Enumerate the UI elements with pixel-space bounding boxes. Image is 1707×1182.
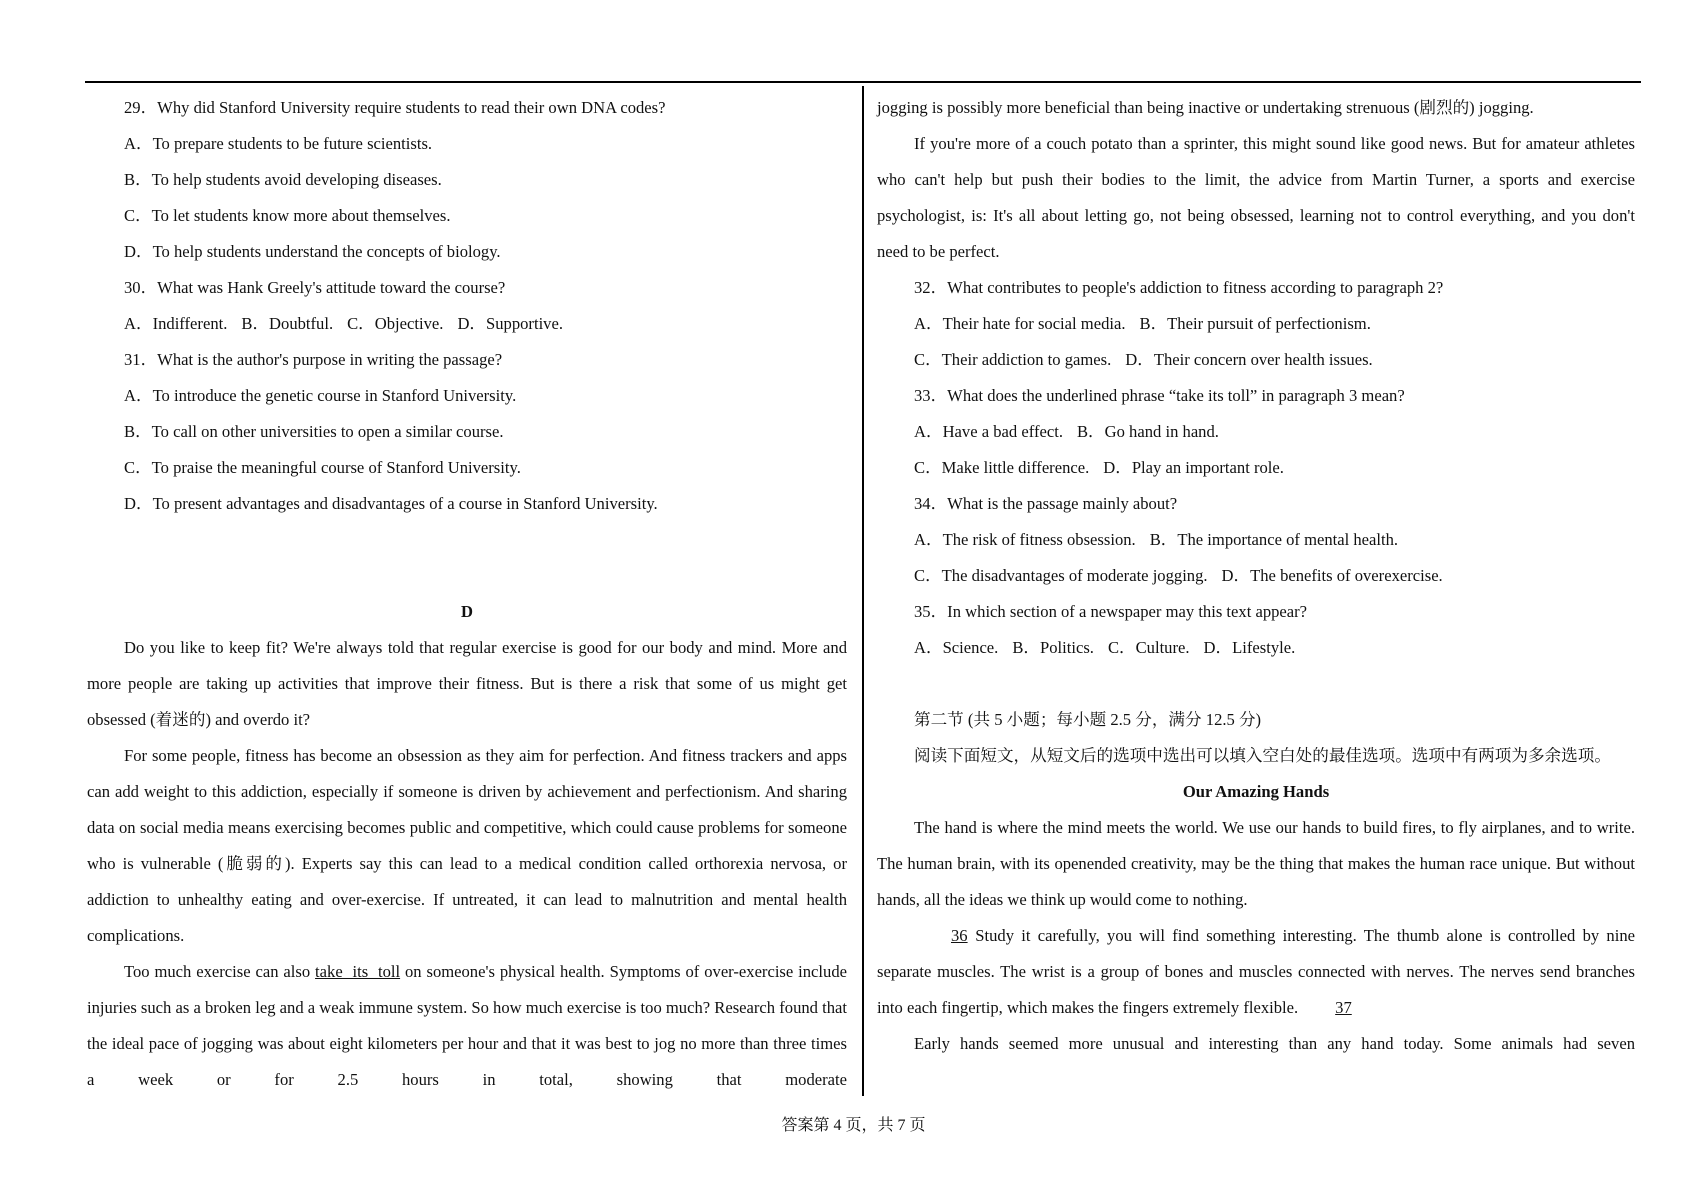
q34-options-row-1 — [877, 522, 1635, 558]
hands-paragraph-3: Early hands seemed more unusual and interesting than any hand today. Some animals had seven — [914, 1034, 1635, 1053]
q34-option-b: B．The importance of mental health. — [1149, 530, 1399, 549]
blank-37[interactable]: 37 — [1335, 998, 1352, 1017]
question-34: 34．What is the passage mainly about? — [914, 494, 1178, 513]
q35-option-b: B．Politics. — [1012, 638, 1094, 657]
page-footer: 答案第 4 页，共 7 页 — [781, 1117, 926, 1134]
q29-option-a: A．To prepare students to be future scientists. — [124, 134, 433, 153]
q35-options — [877, 630, 1635, 666]
q33-option-a: A．Have a bad effect. — [914, 422, 1063, 441]
q30-options — [87, 306, 847, 342]
paragraph-3-start: Too much exercise can also — [124, 962, 316, 981]
passage-d-paragraph-2: For some people, fitness has become an obsession as they aim for perfection. And fitness trackers and apps can add weight to this addiction, especially if someone is driven by achievement and perfectionism. And sharing data on social media means exercising becomes public and competitive, which could cause problems for someone who is vulnerable (脆弱的). Experts say this can lead to a medical condition called orthorexia nervosa, or addiction to unhealthy eating and over-exercise. If untreated, it can lead to malnutrition and mental health complications. — [87, 746, 847, 945]
q33-option-d: D．Play an important role. — [1103, 458, 1284, 477]
q31-option-c: C．To praise the meaningful course of Stanford University. — [124, 458, 521, 477]
q33-option-c: C．Make little difference. — [914, 458, 1090, 477]
q32-option-c: C．Their addiction to games. — [914, 350, 1112, 369]
question-31: 31．What is the author's purpose in writing the passage? — [124, 350, 503, 369]
question-33: 33．What does the underlined phrase “take its toll” in paragraph 3 mean? — [914, 386, 1405, 405]
q32-options-row-1 — [877, 306, 1635, 342]
q32-option-d: D．Their concern over health issues. — [1125, 350, 1373, 369]
q31-option-b: B．To call on other universities to open a similar course. — [124, 422, 504, 441]
question-29: 29．Why did Stanford University require students to read their own DNA codes? — [124, 98, 666, 117]
top-rule — [85, 81, 1641, 83]
section-d-title: D — [461, 602, 473, 621]
blank-36[interactable]: 36 — [951, 926, 968, 945]
q30-option-b: B．Doubtful. — [241, 314, 334, 333]
passage-d-paragraph-1: Do you like to keep fit? We're always told that regular exercise is good for our body and mind. More and more people are taking up activities that improve their fitness. But is there a risk that some of us might get obsessed (着迷的) and overdo it? — [87, 638, 847, 729]
underlined-phrase: take its toll — [315, 962, 401, 981]
q30-option-a: A．Indifferent. — [124, 314, 228, 333]
q33-option-b: B．Go hand in hand. — [1076, 422, 1219, 441]
q35-option-d: D．Lifestyle. — [1203, 638, 1296, 657]
left-column — [87, 90, 847, 1098]
q32-option-a: A．Their hate for social media. — [914, 314, 1126, 333]
q31-option-d: D．To present advantages and disadvantages of a course in Stanford University. — [124, 494, 658, 513]
q29-option-c: C．To let students know more about themselves. — [124, 206, 451, 225]
q34-option-d: D．The benefits of overexercise. — [1221, 566, 1443, 585]
column-divider — [862, 86, 864, 1096]
paragraph-3-rest: on someone's physical health. Symptoms of over-exercise include injuries such as a broken leg and a weak immune system. So how much exercise is too much? Research found that the ideal pace of jogging was about eight kilometers per hour and that it was best to jog no more than three times a week or for 2.5 hours in total, showing that moderate — [87, 962, 847, 1089]
q30-option-c: C．Objective. — [347, 314, 444, 333]
q33-options-row-2 — [877, 450, 1635, 486]
passage-d-paragraph-3 — [87, 954, 847, 1098]
q32-option-b: B．Their pursuit of perfectionism. — [1139, 314, 1371, 333]
q33-options-row-1 — [877, 414, 1635, 450]
passage-d-paragraph-3-continued: jogging is possibly more beneficial than being inactive or undertaking strenuous (剧烈的) jogging. — [877, 98, 1534, 117]
question-30: 30．What was Hank Greely's attitude toward the course? — [124, 278, 506, 297]
section-2-instructions: 阅读下面短文，从短文后的选项中选出可以填入空白处的最佳选项。选项中有两项为多余选项。 — [914, 746, 1611, 765]
q29-option-b: B．To help students avoid developing diseases. — [124, 170, 442, 189]
q34-option-a: A．The risk of fitness obsession. — [914, 530, 1136, 549]
q34-option-c: C．The disadvantages of moderate jogging. — [914, 566, 1208, 585]
passage-d-paragraph-4: If you're more of a couch potato than a sprinter, this might sound like good news. But for amateur athletes who can't help but push their bodies to the limit, the advice from Martin Turner, a sports and exercise psychologist, is: It's all about letting go, not being obsessed, learning not to control everything, and you don't need to be perfect. — [877, 134, 1635, 261]
hands-paragraph-2 — [877, 918, 1635, 1026]
section-2-heading: 第二节 (共 5 小题；每小题 2.5 分，满分 12.5 分) — [914, 710, 1262, 729]
q31-option-a: A．To introduce the genetic course in Stanford University. — [124, 386, 517, 405]
q30-option-d: D．Supportive. — [457, 314, 563, 333]
q34-options-row-2 — [877, 558, 1635, 594]
question-32: 32．What contributes to people's addiction to fitness according to paragraph 2? — [914, 278, 1444, 297]
q29-option-d: D．To help students understand the concepts of biology. — [124, 242, 501, 261]
q35-option-c: C．Culture. — [1107, 638, 1190, 657]
hands-paragraph-2-text: Study it carefully, you will find something interesting. The thumb alone is controlled by nine separate muscles. The wrist is a group of bones and muscles connected with nerves. The nerves send branches into each fingertip, which makes the fingers extremely flexible. — [877, 926, 1635, 1017]
question-35: 35．In which section of a newspaper may this text appear? — [914, 602, 1308, 621]
hands-paragraph-1: The hand is where the mind meets the world. We use our hands to build fires, to fly airplanes, and to write. The human brain, with its openended creativity, may be the thing that makes the human race unique. But without hands, all the ideas we think up would come to nothing. — [877, 818, 1635, 909]
passage-title: Our Amazing Hands — [1182, 782, 1330, 801]
q32-options-row-2 — [877, 342, 1635, 378]
right-column — [877, 90, 1635, 1062]
q35-option-a: A．Science. — [914, 638, 999, 657]
